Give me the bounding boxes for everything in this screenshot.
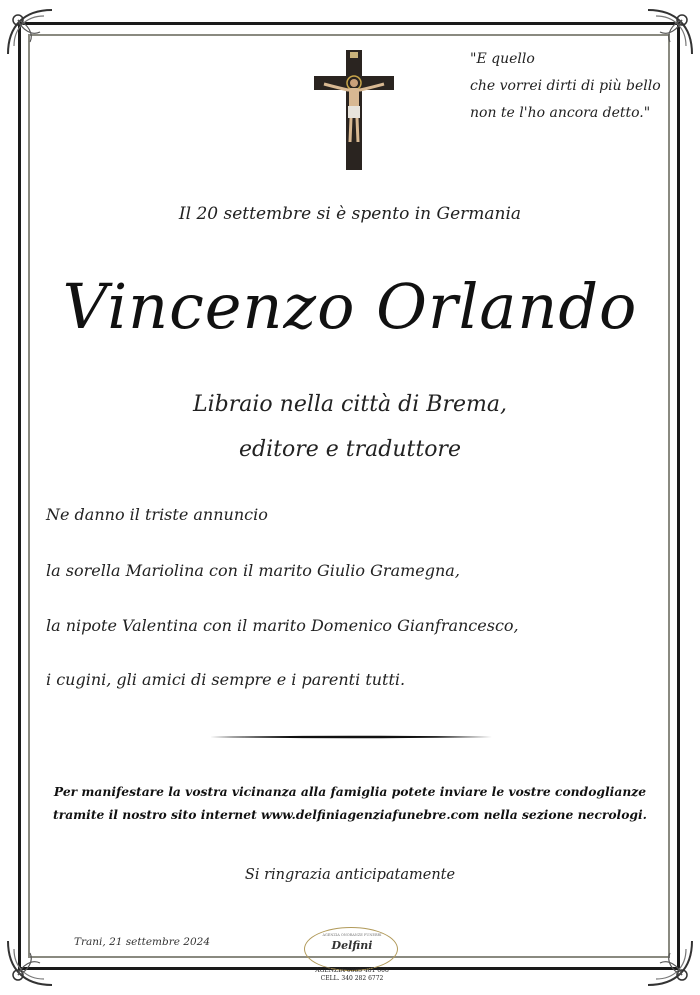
epigraph-quote (470, 46, 670, 127)
family-line: la nipote Valentina con il marito Domenico Gianfrancesco, (46, 616, 519, 635)
ornamental-corner-icon (4, 937, 56, 989)
crucifix-icon (314, 50, 394, 170)
agency-subtitle: AGENZIA ONORANZE FUNEBRI (322, 933, 382, 937)
quote-line: non te l'ho ancora detto." (470, 105, 651, 121)
notice-line: tramite il nostro sito internet www.delfiniagenziafunebre.com nella sezione necrologi. (53, 807, 647, 822)
ornamental-corner-icon (4, 6, 56, 58)
notice-line: Per manifestare la vostra vicinanza alla famiglia potete inviare le vostre condoglianze (53, 784, 647, 799)
family-line: i cugini, gli amici di sempre e i parenti tutti. (46, 670, 406, 689)
deceased-name: Vincenzo Orlando (62, 270, 638, 343)
quote-line: "E quello (470, 51, 535, 67)
agency-logo (298, 925, 406, 987)
deceased-role-line: Libraio nella città di Brema, (193, 392, 507, 417)
death-announcement: Il 20 settembre si è spento in Germania (178, 204, 522, 224)
quote-line: che vorrei dirti di più bello (470, 78, 661, 94)
ornamental-corner-icon (644, 937, 696, 989)
thanks-text: Si ringrazia anticipatamente (244, 867, 456, 883)
agency-name: Delfini (331, 939, 373, 952)
condolence-notice (0, 780, 700, 826)
divider-line (210, 735, 492, 739)
place-date: Trani, 21 settembre 2024 (74, 936, 211, 948)
agency-phone: AGENZIA 0883 481 608 (315, 967, 389, 974)
deceased-role-line: editore e traduttore (239, 437, 461, 462)
agency-mobile: CELL. 340 282 6772 (320, 975, 384, 982)
family-line: Ne danno il triste annuncio (46, 505, 268, 524)
family-line: la sorella Mariolina con il marito Giulio Gramegna, (46, 561, 460, 580)
